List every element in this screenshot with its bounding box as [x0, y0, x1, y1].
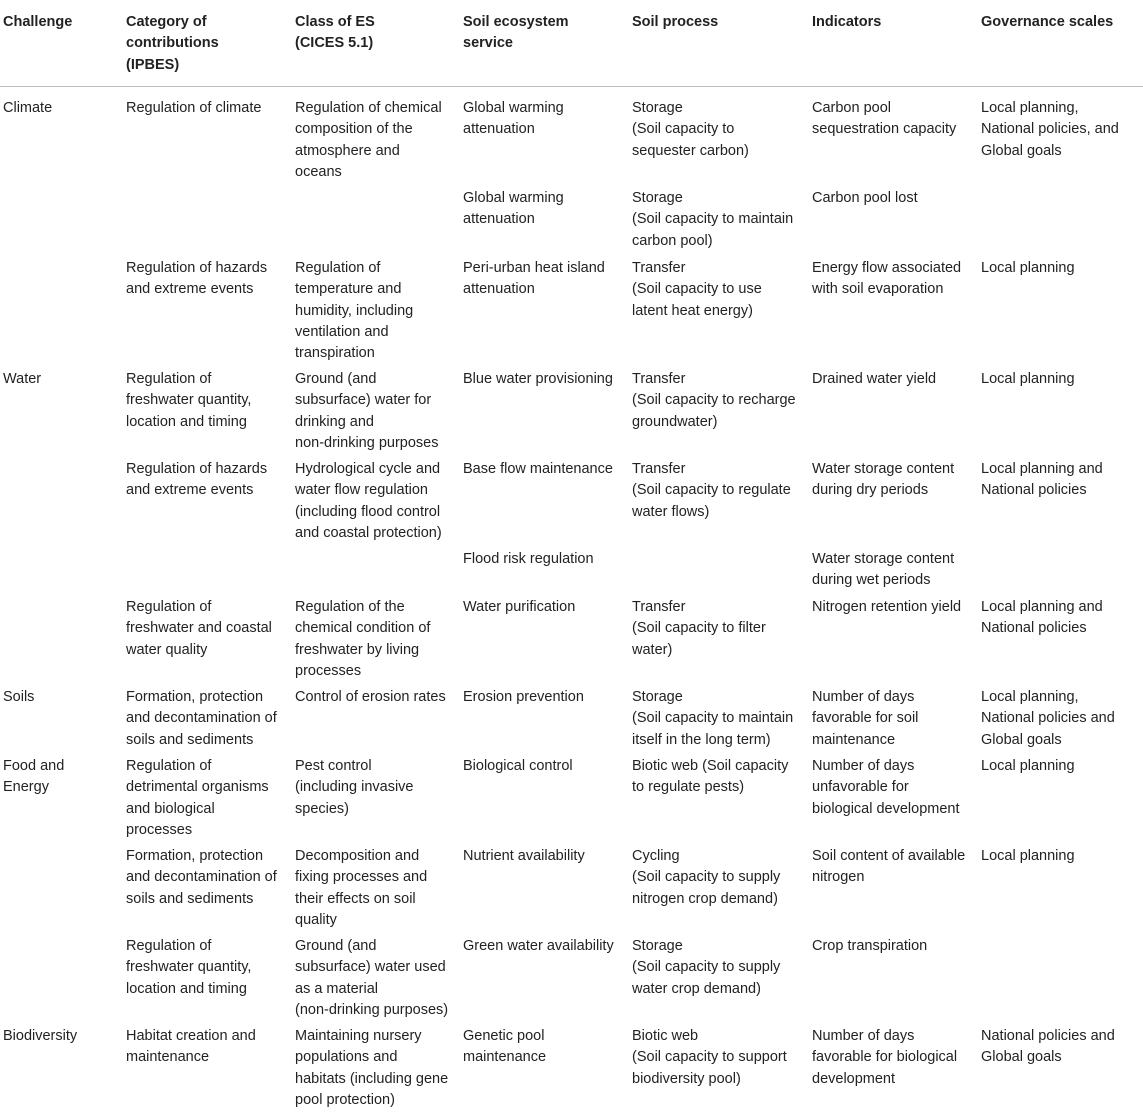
process-cell: Biotic web (Soil capacity to regulate pests): [632, 758, 789, 796]
governance-cell: Local planning: [981, 848, 1075, 864]
governance-cell: Local planning and National policies: [981, 461, 1103, 499]
service-cell: Nutrient availability: [463, 848, 585, 864]
governance-cell: Local planning, National policies and Global goals: [981, 689, 1115, 748]
process-cell: Transfer (Soil capacity to recharge groundwater): [632, 371, 796, 430]
header-class-es: Class of ES (CICES 5.1): [295, 14, 375, 52]
challenge-biodiversity: Biodiversity: [3, 1028, 78, 1044]
service-cell: Erosion prevention: [463, 689, 584, 705]
process-cell: Storage (Soil capacity to maintain itself in the long term): [632, 689, 794, 748]
process-cell: Transfer (Soil capacity to use latent heat energy): [632, 260, 762, 319]
header-challenge: Challenge: [3, 14, 73, 30]
category-cell: Regulation of hazards and extreme events: [126, 260, 268, 298]
service-cell: Peri-urban heat island attenuation: [463, 260, 605, 298]
indicator-cell: Carbon pool lost: [812, 190, 918, 206]
indicator-cell: Carbon pool sequestration capacity: [812, 100, 957, 138]
indicator-cell: Water storage content during dry periods: [812, 461, 955, 499]
governance-cell: Local planning and National policies: [981, 599, 1103, 637]
indicator-cell: Drained water yield: [812, 371, 937, 387]
service-cell: Genetic pool maintenance: [463, 1028, 547, 1066]
process-cell: Storage (Soil capacity to maintain carbon pool): [632, 190, 794, 249]
class-es-cell: Maintaining nursery populations and habitats (including gene pool protection): [295, 1028, 449, 1108]
class-es-cell: Ground (and subsurface) water used as a material (non-drinking purposes): [295, 938, 449, 1018]
process-cell: Storage (Soil capacity to supply water crop demand): [632, 938, 781, 997]
governance-cell: Local planning: [981, 371, 1075, 387]
category-cell: Formation, protection and decontamination of soils and sediments: [126, 689, 277, 748]
service-cell: Flood risk regulation: [463, 551, 594, 567]
service-cell: Blue water provisioning: [463, 371, 613, 387]
class-es-cell: Regulation of chemical composition of the atmosphere and oceans: [295, 100, 442, 180]
category-cell: Regulation of climate: [126, 100, 262, 116]
class-es-cell: Decomposition and fixing processes and their effects on soil quality: [295, 848, 428, 928]
service-cell: Base flow maintenance: [463, 461, 613, 477]
header-category: Category of contributions (IPBES): [126, 14, 219, 73]
challenge-climate: Climate: [3, 100, 53, 116]
class-es-cell: Control of erosion rates: [295, 689, 446, 705]
category-cell: Regulation of freshwater quantity, location and timing: [126, 371, 252, 430]
indicator-cell: Crop transpiration: [812, 938, 928, 954]
service-cell: Biological control: [463, 758, 573, 774]
category-cell: Formation, protection and decontamination of soils and sediments: [126, 848, 277, 907]
category-cell: Habitat creation and maintenance: [126, 1028, 256, 1066]
class-es-cell: Ground (and subsurface) water for drinking and non-drinking purposes: [295, 371, 439, 451]
header-soil-process: Soil process: [632, 14, 719, 30]
category-cell: Regulation of freshwater and coastal water quality: [126, 599, 272, 658]
class-es-cell: Regulation of temperature and humidity, including ventilation and transpiration: [295, 260, 414, 362]
process-cell: Storage (Soil capacity to sequester carbon): [632, 100, 749, 159]
header-divider: [0, 86, 1143, 87]
class-es-cell: Regulation of the chemical condition of freshwater by living processes: [295, 599, 431, 679]
service-cell: Global warming attenuation: [463, 190, 564, 228]
indicator-cell: Number of days unfavorable for biological development: [812, 758, 960, 817]
header-governance: Governance scales: [981, 14, 1114, 30]
class-es-cell: Pest control (including invasive species): [295, 758, 414, 817]
process-cell: Transfer (Soil capacity to regulate water flows): [632, 461, 791, 520]
process-cell: Transfer (Soil capacity to filter water): [632, 599, 766, 658]
challenge-food-energy: Food and Energy: [3, 758, 65, 796]
indicator-cell: Nitrogen retention yield: [812, 599, 962, 615]
service-cell: Water purification: [463, 599, 576, 615]
process-cell: Biotic web (Soil capacity to support biodiversity pool): [632, 1028, 787, 1087]
challenge-soils: Soils: [3, 689, 35, 705]
header-soil-service: Soil ecosystem service: [463, 14, 569, 52]
service-cell: Global warming attenuation: [463, 100, 564, 138]
governance-cell: Local planning: [981, 260, 1075, 276]
category-cell: Regulation of detrimental organisms and biological processes: [126, 758, 269, 838]
indicator-cell: Number of days favorable for soil maintenance: [812, 689, 919, 748]
category-cell: Regulation of freshwater quantity, location and timing: [126, 938, 252, 997]
governance-cell: Local planning, National policies, and Global goals: [981, 100, 1119, 159]
category-cell: Regulation of hazards and extreme events: [126, 461, 268, 499]
class-es-cell: Hydrological cycle and water flow regulation (including flood control and coastal protection): [295, 461, 442, 541]
process-cell: Cycling (Soil capacity to supply nitrogen crop demand): [632, 848, 781, 907]
indicator-cell: Energy flow associated with soil evaporation: [812, 260, 962, 298]
indicator-cell: Water storage content during wet periods: [812, 551, 955, 589]
challenge-water: Water: [3, 371, 42, 387]
service-cell: Green water availability: [463, 938, 614, 954]
governance-cell: Local planning: [981, 758, 1075, 774]
governance-cell: National policies and Global goals: [981, 1028, 1115, 1066]
indicator-cell: Number of days favorable for biological development: [812, 1028, 958, 1087]
header-indicators: Indicators: [812, 14, 882, 30]
indicator-cell: Soil content of available nitrogen: [812, 848, 966, 886]
